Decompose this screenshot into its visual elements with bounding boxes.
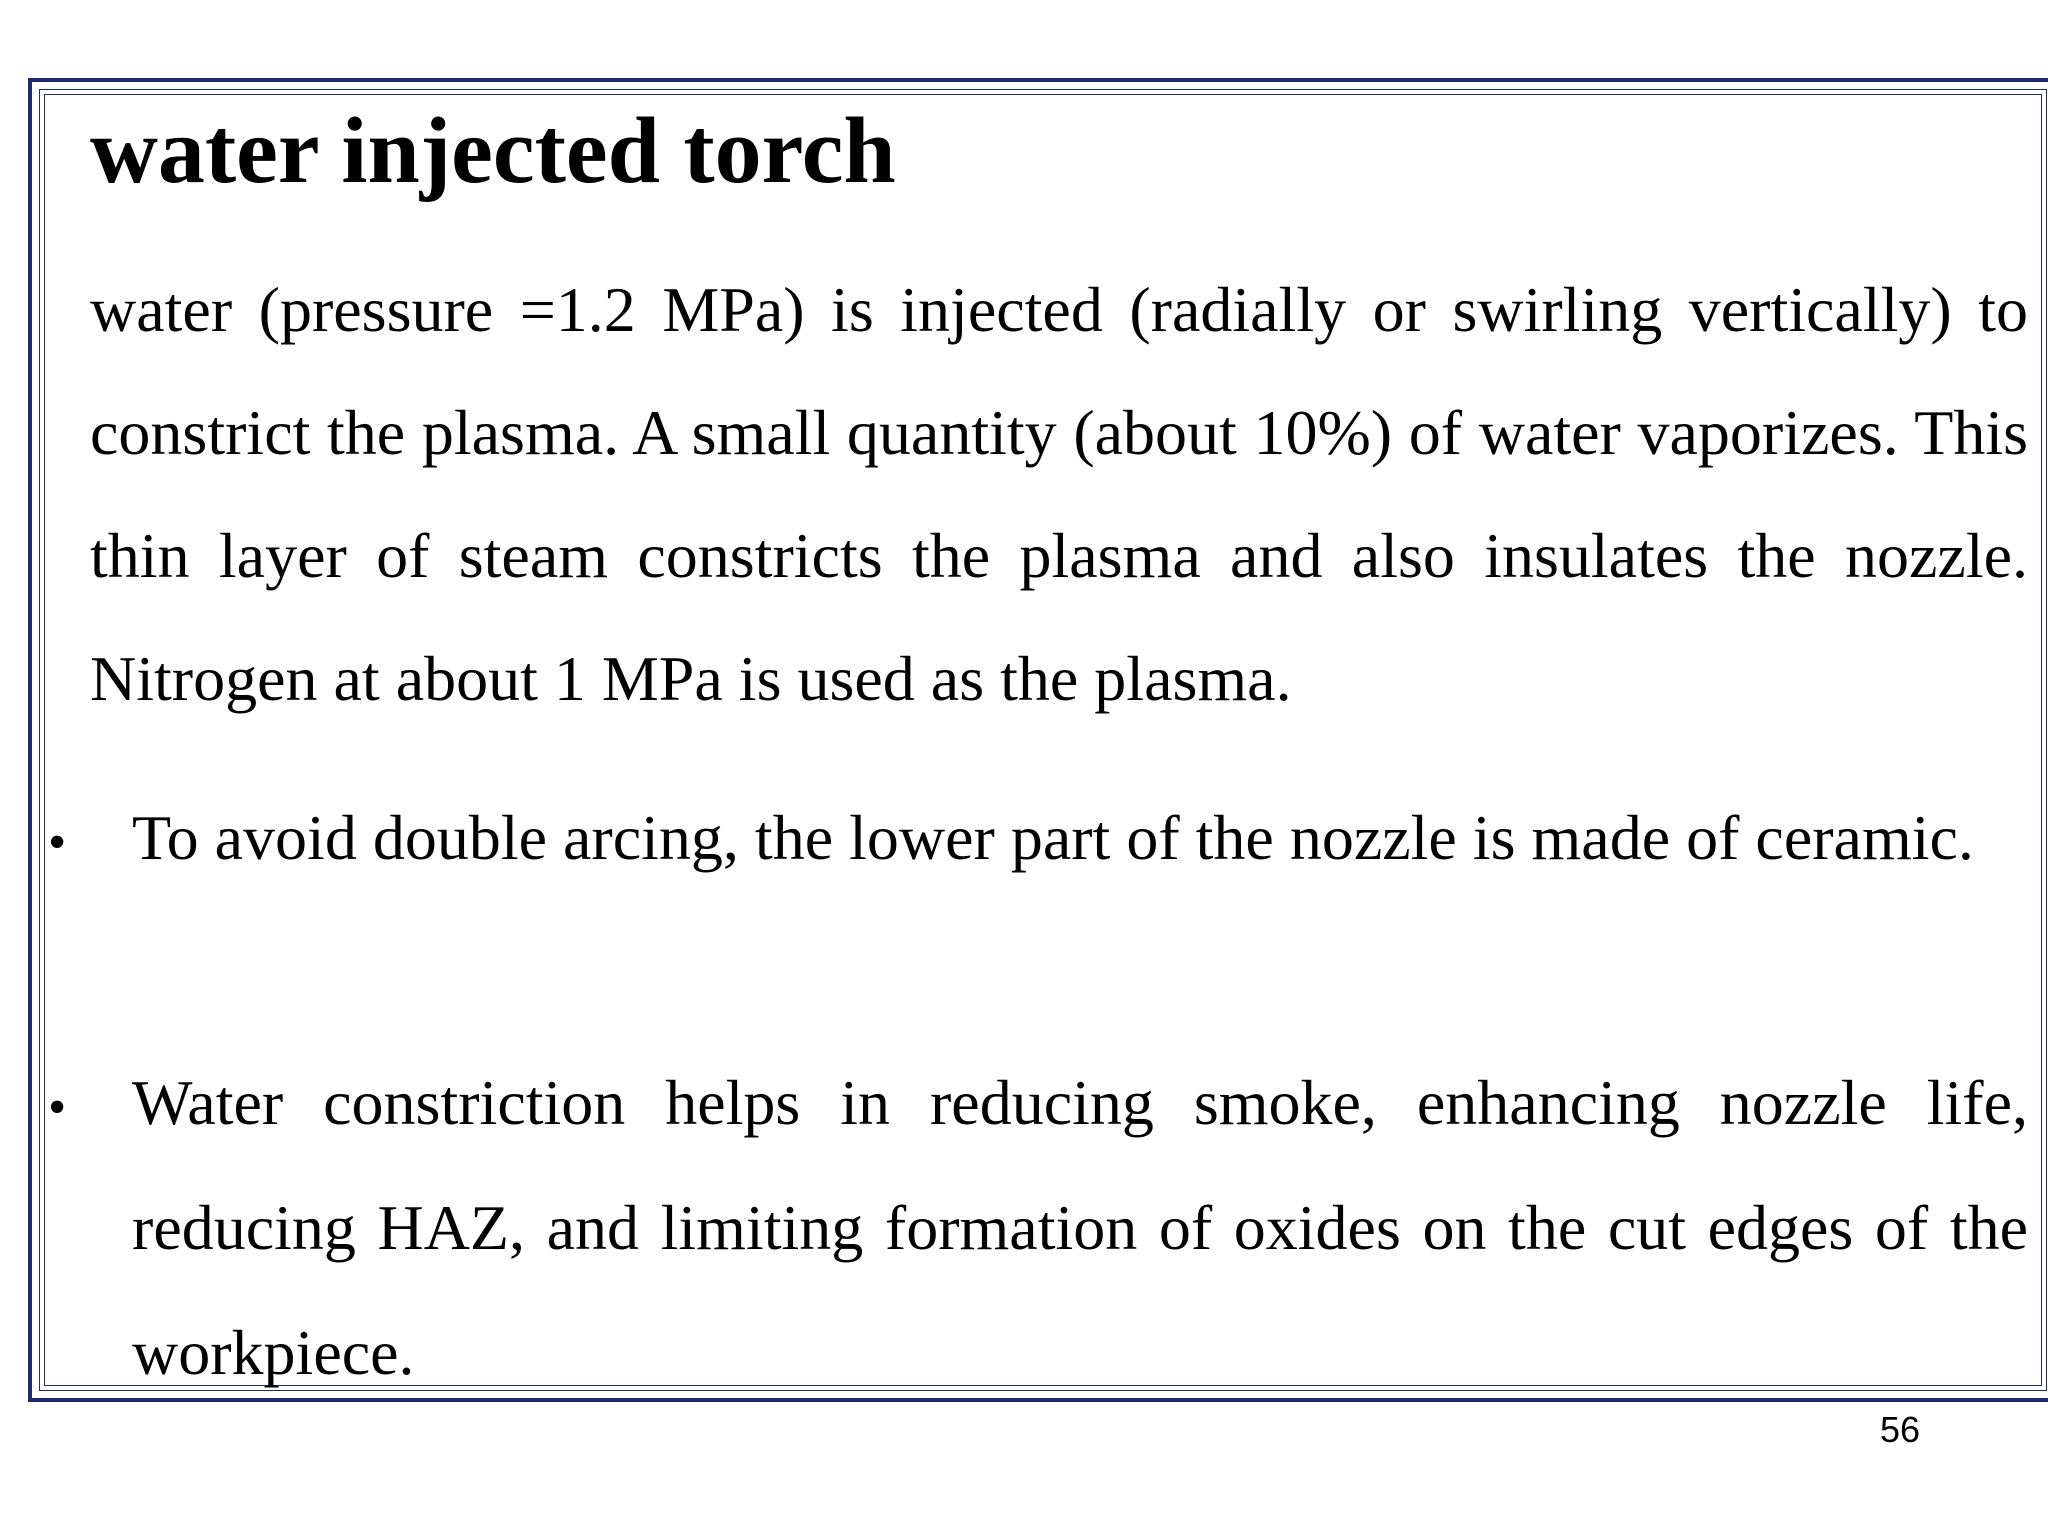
page-number: 56 (1880, 1409, 1921, 1450)
bullet-icon: • (48, 1079, 67, 1136)
bullet-text: To avoid double arcing, the lower part of the nozzle is made of ceramic. (132, 802, 1974, 873)
bullet-text: Water constriction helps in reducing smoke, enhancing nozzle life, reducing HAZ, and limiting formation of oxides on the cut edges of the workpiece. (132, 1067, 2028, 1388)
body-paragraph: water (pressure =1.2 MPa) is injected (radially or swirling vertically) to constrict the plasma. A small quantity (about 10%) of water vaporizes. This thin layer of steam constricts the plasma and also insulates the nozzle. Nitrogen at about 1 MPa is used as the plasma. (90, 274, 2028, 714)
bullet-icon: • (48, 814, 67, 871)
slide-title: water injected torch (90, 99, 896, 203)
bullet-item (48, 1040, 2028, 1415)
bullet-item (48, 775, 2028, 900)
